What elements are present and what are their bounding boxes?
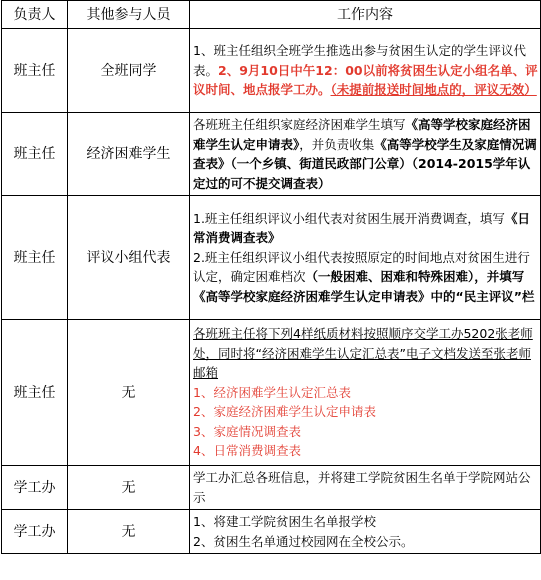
content-levels: （一般困难、困难和特殊困难）: [305, 269, 475, 285]
content-cell: [190, 320, 541, 466]
content-cell: 学工办汇总各班信息，并将建工学院贫困生名单于学院网站公示: [190, 466, 541, 510]
participants-cell: 无: [68, 510, 190, 554]
owner-cell: 班主任: [2, 320, 68, 466]
owner-cell: 班主任: [2, 196, 68, 320]
content-cell: [190, 196, 541, 320]
header-participants: 其他参与人员: [68, 1, 190, 29]
list-item: 4、日常消费调查表: [193, 443, 301, 459]
owner-cell: 班主任: [2, 113, 68, 196]
participants-cell: 无: [68, 320, 190, 466]
content-text: 2.班主任组织评议小组代表按照原定的时间地点对贫困生进行认定，确定困难档次: [193, 249, 530, 285]
participants-cell: 无: [68, 466, 190, 510]
header-row: [2, 1, 541, 29]
content-text: 中的“民主评议”栏: [430, 288, 535, 304]
participants-cell: 全班同学: [68, 29, 190, 113]
content-instruction: 各班班主任将下列4样纸质材料按照顺序交学工办5202张老师处，同时将“经济困难学生认定汇总表”电子文档发送至张老师邮箱: [193, 326, 533, 381]
content-form-name: 《日常消费调查表》: [193, 210, 530, 246]
content-cell: [190, 29, 541, 113]
list-item: 2、贫困生名单通过校园网在全校公示。: [193, 533, 414, 549]
list-item: 2、家庭经济困难学生认定申请表: [193, 404, 376, 420]
table-row: [2, 196, 541, 320]
header-content: 工作内容: [190, 1, 541, 29]
content-text: ，并填写: [474, 269, 525, 285]
table-row: [2, 29, 541, 113]
table-row: [2, 113, 541, 196]
content-deadline: 2、9月10日中午12：00以前将贫困生认定小组名单、评议时间、地点报学工办。: [193, 62, 538, 98]
content-text: 各班班主任组织家庭经济困难学生填写: [193, 117, 406, 132]
list-item: 1、将建工学院贫困生名单报学校: [193, 514, 376, 529]
owner-cell: 学工办: [2, 510, 68, 554]
work-plan-table: [1, 0, 541, 554]
content-form-name: 《高等学校家庭经济困难学生认定申请表》: [193, 117, 531, 152]
content-cell: [190, 510, 541, 554]
content-form-name: 《高等学校学生及家庭情况调查表》: [193, 136, 537, 171]
list-item: 3、家庭情况调查表: [193, 423, 301, 439]
list-item: 1、经济困难学生认定汇总表: [193, 384, 351, 400]
content-cell: [190, 113, 541, 196]
content-warning: （未提前报送时间地点的，评议无效）: [330, 82, 537, 98]
content-text: 1、班主任组织全班学生推选出参与贫困生认定的学生评议代表。: [193, 43, 526, 78]
content-form-name: 《高等学校家庭经济困难学生认定申请表》: [193, 288, 431, 304]
table-row: [2, 510, 541, 554]
table-row: [2, 320, 541, 466]
content-text: ，并负责收集: [299, 136, 375, 152]
header-owner: 负责人: [2, 1, 68, 29]
owner-cell: 班主任: [2, 29, 68, 113]
table-row: [2, 466, 541, 510]
content-note: （一个乡镇、街道民政部门公章）（2014-2015学年认定过的可不提交调查表）: [193, 156, 531, 191]
content-text: 1.班主任组织评议小组代表对贫困生展开消费调查，填写: [193, 210, 505, 226]
participants-cell: 经济困难学生: [68, 113, 190, 196]
owner-cell: 学工办: [2, 466, 68, 510]
participants-cell: 评议小组代表: [68, 196, 190, 320]
